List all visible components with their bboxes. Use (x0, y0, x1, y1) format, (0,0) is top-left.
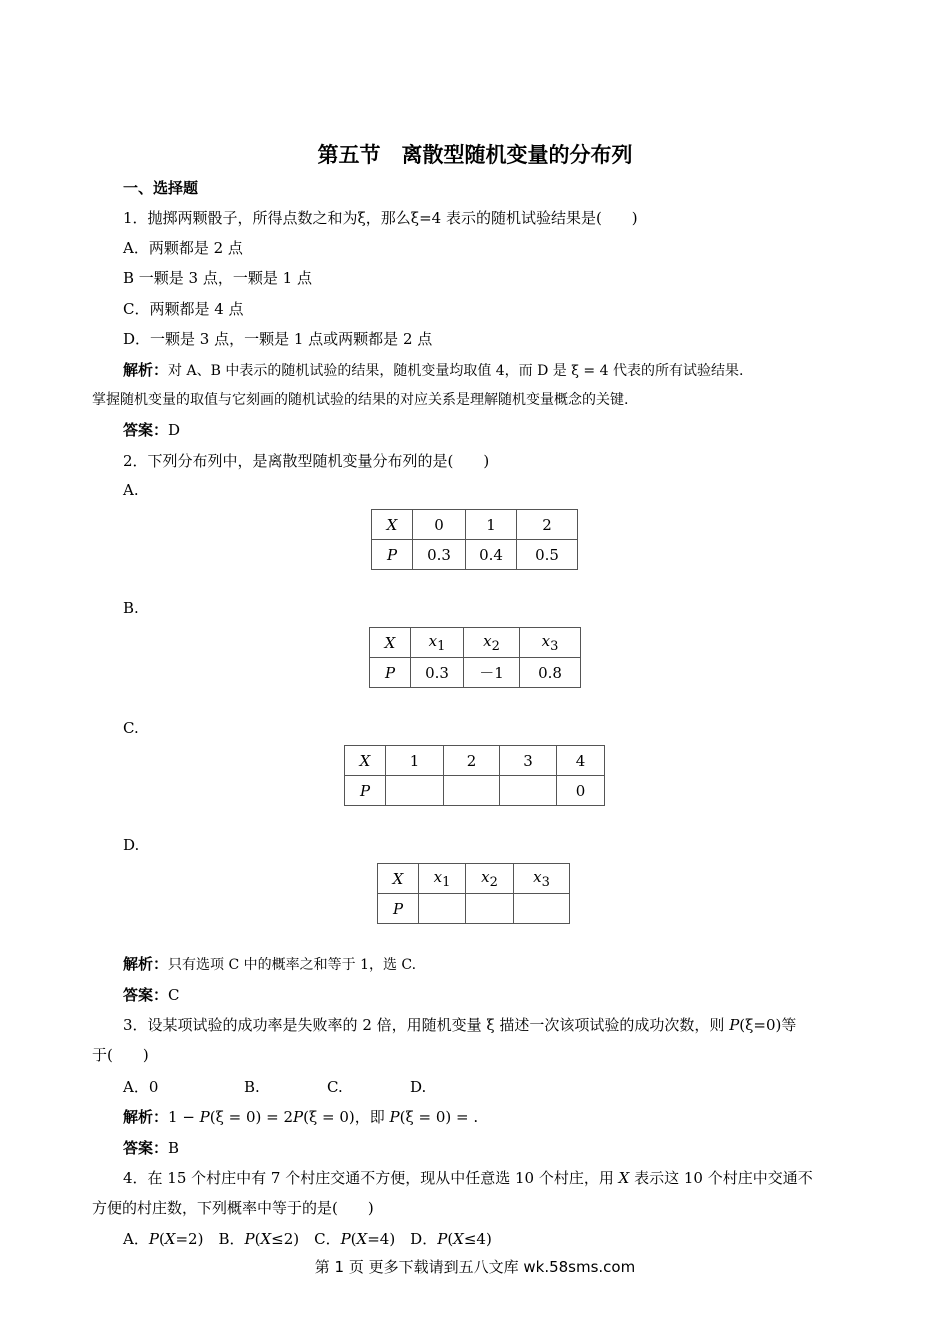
table-cell: $x_1$ (411, 628, 464, 658)
q2-analysis: 解析：只有选项 C 中的概率之和等于 1，选 C. (123, 955, 417, 973)
q1-stem: 1．抛掷两颗骰子，所得点数之和为ξ，那么ξ=4 表示的随机试验结果是( ) (123, 209, 638, 227)
table-cell: $x_1$ (419, 864, 466, 894)
q2-option-c-label: C. (123, 719, 139, 737)
q1-option-d: D．一颗是 3 点，一颗是 1 点或两颗都是 2 点 (123, 330, 433, 348)
q1-option-c: C．两颗都是 4 点 (123, 300, 244, 318)
q3-option-a: A．0 (123, 1078, 159, 1096)
table-cell: 1 (386, 746, 444, 776)
table-cell: 3 (500, 746, 557, 776)
table-cell: $x_2$ (466, 864, 514, 894)
q2-option-d-label: D. (123, 836, 140, 854)
table-cell: $x_2$ (464, 628, 520, 658)
q2-option-b-label: B. (123, 599, 139, 617)
q2-option-a-label: A. (123, 481, 139, 499)
row-header-x: X (370, 628, 411, 658)
table-cell: 0.8 (520, 658, 581, 688)
q3-option-d: D. (410, 1078, 427, 1096)
row-header-x: X (345, 746, 386, 776)
page-footer: 第 1 页 更多下载请到五八文库 wk.58sms.com (314, 1258, 636, 1276)
table-cell (444, 776, 500, 806)
table-option-a (371, 509, 578, 570)
q1-answer: 答案：D (123, 421, 181, 439)
q3-analysis: 解析：1 − P(ξ = 0) = 2P(ξ = 0)，即 P(ξ = 0) = . (123, 1108, 479, 1126)
q4-stem: 4．在 15 个村庄中有 7 个村庄交通不方便，现从中任意选 10 个村庄，用 X 表示这 10 个村庄中交通不 (123, 1169, 813, 1187)
table-cell (419, 894, 466, 924)
row-header-p: P (370, 658, 411, 688)
q2-answer: 答案：C (123, 986, 180, 1004)
table-cell: 0 (413, 510, 466, 540)
q3-stem-cont: 于( ) (92, 1046, 149, 1064)
table-option-b (369, 627, 581, 688)
table-cell (514, 894, 570, 924)
table-cell: 2 (517, 510, 578, 540)
table-cell: 0 (557, 776, 605, 806)
section-heading: 一、选择题 (123, 179, 199, 197)
table-cell (466, 894, 514, 924)
q3-stem: 3．设某项试验的成功率是失败率的 2 倍，用随机变量 ξ 描述一次该项试验的成功次数，则 P(ξ=0)等 (123, 1016, 797, 1034)
table-cell: 2 (444, 746, 500, 776)
q1-option-a: A．两颗都是 2 点 (123, 239, 243, 257)
q4-stem-cont: 方便的村庄数，下列概率中等于的是( ) (92, 1199, 374, 1217)
table-cell: $x_3$ (514, 864, 570, 894)
q3-option-c: C. (327, 1078, 343, 1096)
row-header-p: P (345, 776, 386, 806)
table-cell: －1 (464, 658, 520, 688)
table-option-d (377, 863, 570, 924)
table-cell: 0.4 (466, 540, 517, 570)
q1-analysis-cont: 掌握随机变量的取值与它刻画的随机试验的结果的对应关系是理解随机变量概念的关键. (92, 392, 629, 408)
q4-options: A．P(X=2) B．P(X≤2) C．P(X=4) D．P(X≤4) (123, 1230, 492, 1248)
row-header-p: P (372, 540, 413, 570)
table-option-c (344, 745, 605, 806)
table-cell: 4 (557, 746, 605, 776)
table-cell: 0.3 (413, 540, 466, 570)
table-cell (386, 776, 444, 806)
q3-option-b: B. (244, 1078, 260, 1096)
table-cell: 1 (466, 510, 517, 540)
row-header-x: X (378, 864, 419, 894)
q2-stem: 2．下列分布列中，是离散型随机变量分布列的是( ) (123, 452, 490, 470)
q3-answer: 答案：B (123, 1139, 180, 1157)
row-header-x: X (372, 510, 413, 540)
table-cell: $x_3$ (520, 628, 581, 658)
row-header-p: P (378, 894, 419, 924)
table-cell (500, 776, 557, 806)
table-cell: 0.3 (411, 658, 464, 688)
q1-option-b: B 一颗是 3 点，一颗是 1 点 (123, 269, 312, 287)
table-cell: 0.5 (517, 540, 578, 570)
q1-analysis: 解析：对 A、B 中表示的随机试验的结果，随机变量均取值 4，而 D 是 ξ = 4 代表的所有试验结果. (123, 361, 744, 379)
page-title: 第五节 离散型随机变量的分布列 (317, 143, 633, 167)
